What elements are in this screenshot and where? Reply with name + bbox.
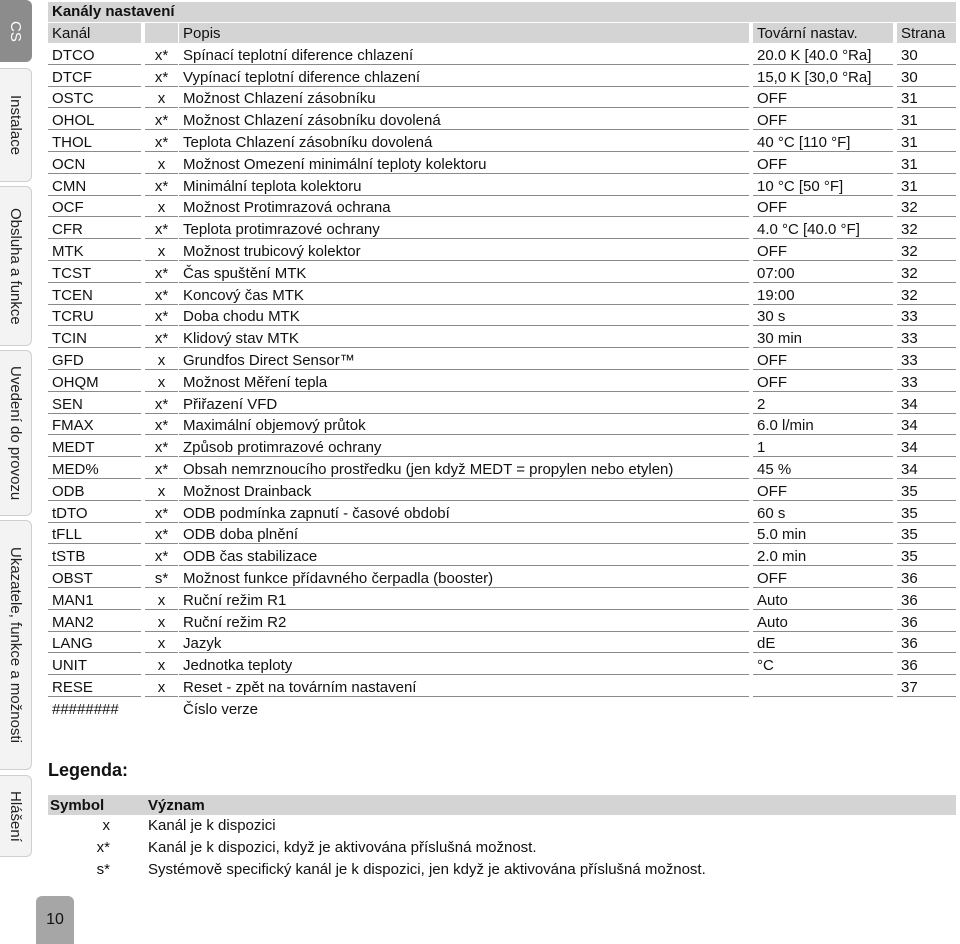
header-popis: Popis: [179, 23, 749, 43]
cell-strana: 35: [897, 481, 956, 501]
cell-kanal: OBST: [48, 568, 141, 588]
cell-tovarni: 40 °C [110 °F]: [753, 132, 893, 152]
cell-kanal: MTK: [48, 241, 141, 261]
cell-popis: Doba chodu MTK: [179, 306, 749, 326]
cell-sym: [145, 699, 178, 719]
cell-kanal: TCIN: [48, 328, 141, 348]
cell-popis: Ruční režim R2: [179, 612, 749, 632]
table-row: [48, 481, 956, 503]
cell-tovarni: OFF: [753, 197, 893, 217]
table-row: [48, 154, 956, 176]
cell-tovarni: OFF: [753, 154, 893, 174]
cell-kanal: CMN: [48, 176, 141, 196]
cell-sym: s*: [145, 568, 178, 588]
cell-tovarni: 2: [753, 394, 893, 414]
cell-popis: Čas spuštění MTK: [179, 263, 749, 283]
cell-kanal: OCF: [48, 197, 141, 217]
cell-strana: 33: [897, 328, 956, 348]
cell-sym: x: [145, 350, 178, 370]
cell-strana: 32: [897, 219, 956, 239]
cell-strana: [897, 699, 956, 719]
sidebar-tab-label: Obsluha a funkce: [7, 207, 24, 325]
cell-strana: 35: [897, 524, 956, 544]
sidebar-tab-label: Uvedení do provozu: [7, 365, 24, 501]
page-number: 10: [36, 896, 74, 944]
cell-kanal: DTCF: [48, 67, 141, 87]
cell-popis: Klidový stav MTK: [179, 328, 749, 348]
cell-strana: 32: [897, 241, 956, 261]
legend-meaning: Systémově specifický kanál je k dispozici, jen když je aktivována příslušná možnost.: [148, 861, 706, 878]
table-row: [48, 612, 956, 634]
sidebar-tab-0[interactable]: [0, 0, 32, 62]
cell-sym: x*: [145, 415, 178, 435]
cell-sym: x*: [145, 437, 178, 457]
cell-kanal: LANG: [48, 633, 141, 653]
sidebar-tab-label: Instalace: [7, 94, 24, 156]
sidebar-tab-2[interactable]: [0, 186, 32, 346]
table-row: [48, 45, 956, 67]
table-row: [48, 219, 956, 241]
cell-sym: x: [145, 633, 178, 653]
cell-strana: 35: [897, 503, 956, 523]
cell-popis: ODB doba plnění: [179, 524, 749, 544]
cell-kanal: FMAX: [48, 415, 141, 435]
sidebar-tab-label: Ukazatele, funkce a možnosti: [7, 547, 24, 743]
cell-kanal: MED%: [48, 459, 141, 479]
table-row: [48, 568, 956, 590]
cell-tovarni: OFF: [753, 568, 893, 588]
legend-meaning: Kanál je k dispozici: [148, 817, 276, 834]
table-row: [48, 459, 956, 481]
cell-kanal: DTCO: [48, 45, 141, 65]
cell-tovarni: OFF: [753, 241, 893, 261]
cell-kanal: MEDT: [48, 437, 141, 457]
cell-strana: 31: [897, 176, 956, 196]
cell-popis: Vypínací teplotní diference chlazení: [179, 67, 749, 87]
cell-tovarni: 45 %: [753, 459, 893, 479]
cell-tovarni: 30 s: [753, 306, 893, 326]
cell-tovarni: OFF: [753, 110, 893, 130]
cell-sym: x*: [145, 459, 178, 479]
cell-sym: x*: [145, 524, 178, 544]
table-row: [48, 328, 956, 350]
table-row: [48, 546, 956, 568]
cell-kanal: SEN: [48, 394, 141, 414]
cell-popis: Reset - zpět na továrním nastavení: [179, 677, 749, 697]
cell-popis: Možnost trubicový kolektor: [179, 241, 749, 261]
legend-row: [48, 837, 956, 859]
cell-kanal: GFD: [48, 350, 141, 370]
cell-tovarni: [753, 699, 893, 719]
cell-sym: x*: [145, 132, 178, 152]
cell-sym: x: [145, 88, 178, 108]
cell-popis: Přiřazení VFD: [179, 394, 749, 414]
cell-kanal: tFLL: [48, 524, 141, 544]
sidebar-tab-label: Hlášení: [7, 790, 24, 842]
cell-tovarni: dE: [753, 633, 893, 653]
cell-sym: x*: [145, 45, 178, 65]
cell-sym: x*: [145, 219, 178, 239]
legend-meaning: Kanál je k dispozici, když je aktivována příslušná možnost.: [148, 839, 537, 856]
table-row: [48, 197, 956, 219]
legend-header-meaning: Význam: [148, 797, 205, 814]
cell-popis: Možnost Měření tepla: [179, 372, 749, 392]
cell-popis: Maximální objemový průtok: [179, 415, 749, 435]
cell-strana: 36: [897, 633, 956, 653]
cell-strana: 36: [897, 612, 956, 632]
cell-tovarni: 2.0 min: [753, 546, 893, 566]
cell-tovarni: 30 min: [753, 328, 893, 348]
cell-strana: 34: [897, 415, 956, 435]
table-row: [48, 176, 956, 198]
table-title: Kanály nastavení: [48, 2, 956, 23]
sidebar-tab-4[interactable]: [0, 520, 32, 770]
table-row: [48, 350, 956, 372]
cell-kanal: tDTO: [48, 503, 141, 523]
table-row: [48, 633, 956, 655]
table-row: [48, 524, 956, 546]
table-row: [48, 132, 956, 154]
cell-sym: x: [145, 197, 178, 217]
cell-strana: 31: [897, 132, 956, 152]
cell-sym: x*: [145, 546, 178, 566]
channels-table: [48, 2, 956, 721]
cell-sym: x*: [145, 328, 178, 348]
legend-symbol: x*: [96, 839, 110, 856]
cell-tovarni: OFF: [753, 372, 893, 392]
cell-popis: Jazyk: [179, 633, 749, 653]
cell-popis: Obsah nemrznoucího prostředku (jen když MEDT = propylen nebo etylen): [179, 459, 749, 479]
cell-strana: 32: [897, 285, 956, 305]
cell-tovarni: OFF: [753, 350, 893, 370]
sidebar-tab-3[interactable]: [0, 350, 32, 516]
cell-kanal: UNIT: [48, 655, 141, 675]
table-row: [48, 285, 956, 307]
table-row: [48, 655, 956, 677]
cell-sym: x*: [145, 110, 178, 130]
table-row: [48, 415, 956, 437]
cell-sym: x: [145, 154, 178, 174]
cell-tovarni: 1: [753, 437, 893, 457]
table-row: [48, 263, 956, 285]
legend-title: Legenda:: [48, 760, 129, 780]
cell-strana: 31: [897, 154, 956, 174]
cell-tovarni: OFF: [753, 481, 893, 501]
legend-row: [48, 815, 956, 837]
cell-kanal: OCN: [48, 154, 141, 174]
cell-kanal: TCST: [48, 263, 141, 283]
cell-kanal: OHQM: [48, 372, 141, 392]
cell-kanal: CFR: [48, 219, 141, 239]
table-body: [48, 45, 956, 721]
header-strana: Strana: [897, 23, 956, 43]
cell-tovarni: 60 s: [753, 503, 893, 523]
cell-kanal: MAN1: [48, 590, 141, 610]
cell-popis: Možnost Omezení minimální teploty kolektoru: [179, 154, 749, 174]
cell-popis: Grundfos Direct Sensor™: [179, 350, 749, 370]
table-row: [48, 88, 956, 110]
cell-kanal: TCEN: [48, 285, 141, 305]
cell-tovarni: 20.0 K [40.0 °Ra]: [753, 45, 893, 65]
cell-popis: Jednotka teploty: [179, 655, 749, 675]
cell-strana: 36: [897, 655, 956, 675]
table-row: [48, 590, 956, 612]
cell-popis: ODB podmínka zapnutí - časové období: [179, 503, 749, 523]
cell-kanal: OHOL: [48, 110, 141, 130]
cell-kanal: RESE: [48, 677, 141, 697]
cell-strana: 34: [897, 394, 956, 414]
table-row: [48, 503, 956, 525]
table-row: [48, 241, 956, 263]
cell-popis: Teplota protimrazové ochrany: [179, 219, 749, 239]
table-row: [48, 110, 956, 132]
cell-strana: 37: [897, 677, 956, 697]
cell-kanal: TCRU: [48, 306, 141, 326]
cell-sym: x*: [145, 67, 178, 87]
cell-strana: 33: [897, 306, 956, 326]
cell-strana: 35: [897, 546, 956, 566]
cell-sym: x*: [145, 503, 178, 523]
cell-sym: x: [145, 677, 178, 697]
table-row: [48, 437, 956, 459]
cell-popis: Možnost Chlazení zásobníku dovolená: [179, 110, 749, 130]
legend-symbol: x: [102, 817, 110, 834]
table-row: [48, 306, 956, 328]
cell-tovarni: 10 °C [50 °F]: [753, 176, 893, 196]
header-symbol: [145, 23, 178, 43]
cell-popis: Koncový čas MTK: [179, 285, 749, 305]
table-row: [48, 699, 956, 721]
cell-sym: x*: [145, 176, 178, 196]
cell-sym: x*: [145, 263, 178, 283]
header-kanal: Kanál: [48, 23, 141, 43]
cell-kanal: OSTC: [48, 88, 141, 108]
table-row: [48, 67, 956, 89]
cell-tovarni: 4.0 °C [40.0 °F]: [753, 219, 893, 239]
header-tovarni: Tovární nastav.: [753, 23, 893, 43]
legend-header-symbol: Symbol: [50, 797, 105, 814]
cell-kanal: ########: [52, 700, 119, 718]
table-row: [48, 677, 956, 699]
table-row: [48, 394, 956, 416]
cell-popis: Ruční režim R1: [179, 590, 749, 610]
legend-table: [48, 795, 956, 881]
cell-kanal: ODB: [48, 481, 141, 501]
cell-strana: 34: [897, 437, 956, 457]
cell-sym: x: [145, 481, 178, 501]
legend-row: [48, 859, 956, 881]
sidebar-tab-1[interactable]: [0, 68, 32, 182]
cell-strana: 31: [897, 88, 956, 108]
cell-strana: 32: [897, 263, 956, 283]
cell-tovarni: 15,0 K [30,0 °Ra]: [753, 67, 893, 87]
cell-sym: x: [145, 372, 178, 392]
cell-kanal: THOL: [48, 132, 141, 152]
cell-strana: 36: [897, 590, 956, 610]
cell-sym: x*: [145, 394, 178, 414]
cell-tovarni: Auto: [753, 590, 893, 610]
cell-tovarni: OFF: [753, 88, 893, 108]
cell-sym: x: [145, 655, 178, 675]
cell-sym: x*: [145, 306, 178, 326]
cell-popis: Možnost Protimrazová ochrana: [179, 197, 749, 217]
cell-tovarni: 5.0 min: [753, 524, 893, 544]
cell-strana: 30: [897, 67, 956, 87]
legend-header-row: [48, 795, 956, 815]
cell-popis: Možnost Chlazení zásobníku: [179, 88, 749, 108]
sidebar-tab-label: CS: [7, 20, 24, 42]
cell-sym: x: [145, 241, 178, 261]
sidebar-tab-5[interactable]: [0, 775, 32, 857]
cell-popis: ODB čas stabilizace: [179, 546, 749, 566]
cell-sym: x*: [145, 285, 178, 305]
cell-strana: 33: [897, 350, 956, 370]
cell-tovarni: °C: [753, 655, 893, 675]
cell-strana: 33: [897, 372, 956, 392]
cell-popis: Minimální teplota kolektoru: [179, 176, 749, 196]
cell-tovarni: 07:00: [753, 263, 893, 283]
table-row: [48, 372, 956, 394]
table-header-row: [48, 23, 956, 45]
cell-tovarni: 6.0 l/min: [753, 415, 893, 435]
cell-kanal: MAN2: [48, 612, 141, 632]
cell-popis: Teplota Chlazení zásobníku dovolená: [179, 132, 749, 152]
cell-strana: 30: [897, 45, 956, 65]
cell-popis: Způsob protimrazové ochrany: [179, 437, 749, 457]
cell-strana: 34: [897, 459, 956, 479]
cell-tovarni: [753, 677, 893, 697]
legend-symbol: s*: [96, 861, 110, 878]
cell-popis: Spínací teplotní diference chlazení: [179, 45, 749, 65]
cell-popis: Možnost funkce přídavného čerpadla (booster): [179, 568, 749, 588]
cell-popis: Možnost Drainback: [179, 481, 749, 501]
cell-sym: x: [145, 612, 178, 632]
cell-tovarni: 19:00: [753, 285, 893, 305]
legend-body: [48, 815, 956, 881]
cell-strana: 31: [897, 110, 956, 130]
cell-kanal: tSTB: [48, 546, 141, 566]
cell-tovarni: Auto: [753, 612, 893, 632]
cell-popis: Číslo verze: [183, 700, 259, 718]
cell-sym: x: [145, 590, 178, 610]
cell-strana: 36: [897, 568, 956, 588]
cell-strana: 32: [897, 197, 956, 217]
